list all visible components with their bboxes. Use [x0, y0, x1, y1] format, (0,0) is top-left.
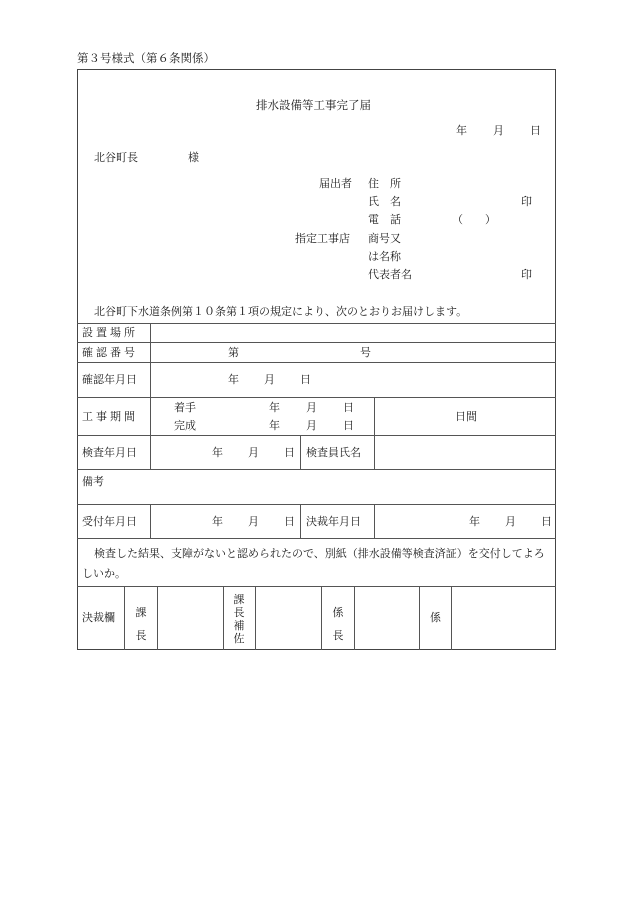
- phone-paren: （ ）: [452, 213, 496, 226]
- receipt-day: 日: [284, 515, 295, 528]
- row-line: [77, 397, 556, 398]
- inspect-day: 日: [284, 446, 295, 459]
- col-line: [150, 323, 151, 469]
- end-label: 完成: [174, 419, 196, 432]
- col-line: [150, 504, 151, 538]
- row-line: [77, 323, 556, 324]
- col-line: [374, 504, 375, 538]
- days-label: 日間: [455, 410, 477, 423]
- contractor-seal: 印: [521, 268, 532, 281]
- date-month: 月: [493, 124, 504, 137]
- period-label: 工事期間: [82, 410, 138, 423]
- col-line: [374, 397, 375, 469]
- location-label: 設置場所: [82, 326, 138, 339]
- receipt-year: 年: [212, 515, 223, 528]
- approval-label: 決裁欄: [82, 611, 115, 624]
- start-label: 着手: [174, 401, 196, 414]
- confirm-year: 年: [228, 373, 239, 386]
- end-day: 日: [343, 419, 354, 432]
- decision-year: 年: [469, 515, 480, 528]
- addressee-name: 北谷町長: [94, 151, 138, 164]
- rep-label: 代表者名: [368, 268, 412, 281]
- address-label: 住 所: [368, 177, 401, 190]
- confirm-no-prefix: 第: [228, 346, 239, 359]
- confirm-date-label: 確認年月日: [82, 373, 137, 386]
- decision-date-label: 決裁年月日: [306, 515, 361, 528]
- inspect-date-label: 検査年月日: [82, 446, 137, 459]
- col-line: [223, 586, 224, 650]
- name-label: 氏 名: [368, 195, 401, 208]
- receipt-date-label: 受付年月日: [82, 515, 137, 528]
- col-line: [124, 586, 125, 650]
- trade-name-label-2: は名称: [368, 250, 401, 263]
- form-title: 排水設備等工事完了届: [256, 98, 371, 112]
- confirm-month: 月: [264, 373, 275, 386]
- form-number: 第３号様式（第６条関係）: [77, 51, 215, 65]
- col-line: [451, 586, 452, 650]
- col-line: [354, 586, 355, 650]
- start-month: 月: [306, 401, 317, 414]
- receipt-month: 月: [248, 515, 259, 528]
- row-line: [77, 504, 556, 505]
- row-line: [77, 538, 556, 539]
- col-line: [255, 586, 256, 650]
- confirm-no-label: 確認番号: [82, 346, 138, 359]
- row-line: [77, 342, 556, 343]
- remarks-label: 備考: [82, 475, 104, 488]
- contractor-label: 指定工事店: [295, 232, 350, 245]
- start-day: 日: [343, 401, 354, 414]
- date-day: 日: [530, 124, 541, 137]
- col-line: [300, 435, 301, 469]
- inspect-year: 年: [212, 446, 223, 459]
- col-line: [321, 586, 322, 650]
- end-month: 月: [306, 419, 317, 432]
- date-year: 年: [456, 124, 467, 137]
- col-line: [300, 504, 301, 538]
- applicant-label: 届出者: [319, 177, 352, 190]
- row-line: [77, 586, 556, 587]
- start-year: 年: [269, 401, 280, 414]
- subsection-chief-label: 係長: [332, 606, 344, 642]
- end-year: 年: [269, 419, 280, 432]
- staff-label: 係: [430, 611, 441, 624]
- row-line: [77, 469, 556, 470]
- inspect-month: 月: [248, 446, 259, 459]
- applicant-seal: 印: [521, 195, 532, 208]
- inspection-note: 検査した結果、支障がないと認められたので、別紙（排水設備等検査済証）を交付してよろしいか。: [82, 547, 545, 580]
- deputy-chief-label: 課長補佐: [233, 593, 245, 645]
- decision-day: 日: [541, 515, 552, 528]
- intro-text: 北谷町下水道条例第１０条第１項の規定により、次のとおりお届けします。: [94, 305, 468, 318]
- row-line: [77, 362, 556, 363]
- decision-month: 月: [505, 515, 516, 528]
- row-line: [77, 435, 556, 436]
- col-line: [419, 586, 420, 650]
- confirm-no-suffix: 号: [360, 346, 371, 359]
- col-line: [157, 586, 158, 650]
- inspector-label: 検査員氏名: [306, 446, 361, 459]
- trade-name-label-1: 商号又: [368, 232, 401, 245]
- addressee-honorific: 様: [188, 151, 199, 164]
- phone-label: 電 話: [368, 213, 401, 226]
- section-chief-label: 課長: [135, 606, 147, 642]
- confirm-day: 日: [300, 373, 311, 386]
